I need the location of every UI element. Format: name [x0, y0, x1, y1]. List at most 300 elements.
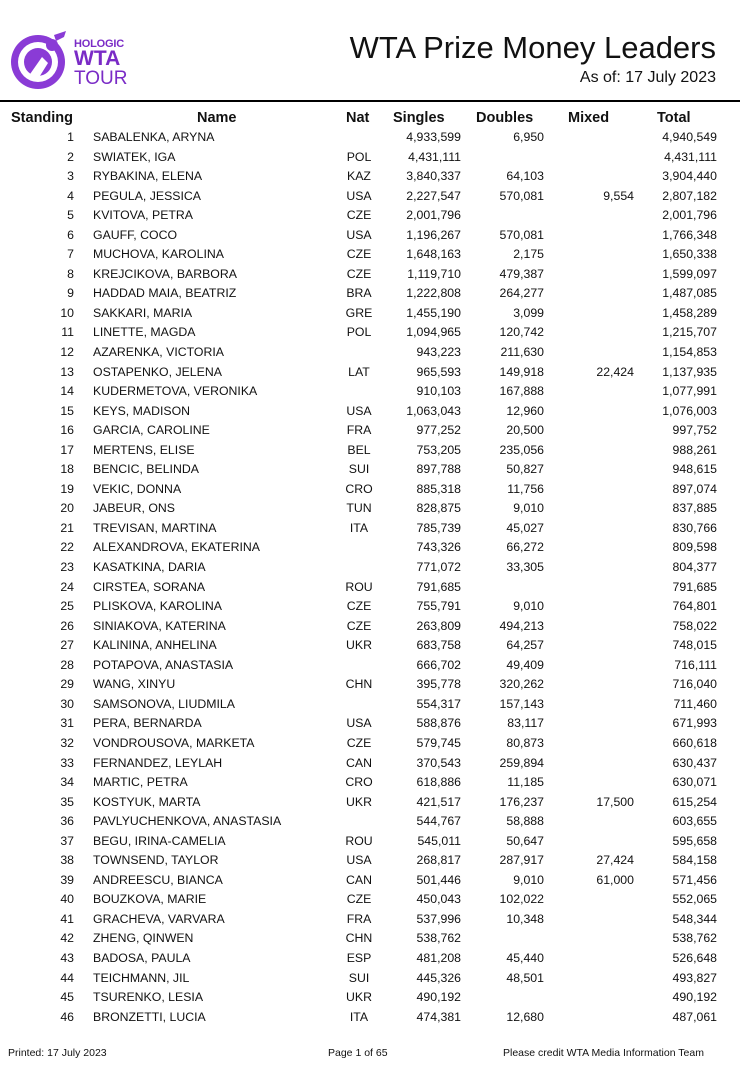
singles-cell: 268,817 — [416, 853, 461, 868]
nat-cell: CZE — [346, 247, 372, 262]
singles-cell: 545,011 — [417, 833, 461, 848]
name-cell: SABALENKA, ARYNA — [93, 130, 215, 144]
name-cell: ZHENG, QINWEN — [93, 931, 194, 946]
total-cell: 548,344 — [672, 911, 717, 926]
nat-cell: USA — [346, 188, 372, 203]
name-cell: TSURENKO, LESIA — [93, 990, 204, 1005]
singles-cell: 618,886 — [416, 775, 461, 790]
singles-cell: 450,043 — [416, 892, 461, 907]
name-cell: SWIATEK, IGA — [93, 149, 176, 164]
doubles-cell: 479,387 — [499, 266, 544, 281]
nat-cell: CAN — [346, 872, 372, 887]
table-row — [0, 754, 740, 774]
footer-printed: Printed: 17 July 2023 — [8, 1047, 107, 1059]
col-standing-header: Standing — [11, 110, 74, 126]
nat-cell: TUN — [346, 501, 372, 516]
total-cell: 595,658 — [672, 833, 717, 848]
name-cell: ANDREESCU, BIANCA — [93, 872, 223, 887]
name-cell: PEGULA, JESSICA — [93, 188, 201, 203]
footer-credit: Please credit WTA Media Information Team — [503, 1047, 704, 1059]
total-cell: 603,655 — [672, 814, 717, 829]
nat-cell: BEL — [347, 442, 371, 457]
standing-cell: 29 — [60, 677, 74, 692]
mixed-cell: 9,554 — [603, 188, 634, 203]
name-cell: BADOSA, PAULA — [93, 950, 191, 965]
name-cell: RYBAKINA, ELENA — [93, 169, 203, 184]
standing-cell: 36 — [60, 814, 74, 829]
singles-cell: 481,208 — [416, 950, 461, 965]
name-cell: CIRSTEA, SORANA — [93, 579, 206, 594]
nat-cell: CZE — [346, 618, 372, 633]
total-cell: 4,431,111 — [664, 149, 717, 164]
total-cell: 830,766 — [672, 520, 717, 535]
doubles-cell: 10,348 — [506, 911, 544, 926]
standing-cell: 26 — [60, 618, 74, 633]
doubles-cell: 49,409 — [506, 657, 544, 672]
doubles-cell: 58,888 — [506, 814, 544, 829]
mixed-cell: 61,000 — [596, 872, 634, 887]
table-row — [0, 890, 740, 910]
name-cell: FERNANDEZ, LEYLAH — [93, 755, 223, 770]
total-cell: 716,040 — [672, 677, 717, 692]
singles-cell: 2,001,796 — [406, 208, 461, 223]
doubles-cell: 9,010 — [513, 599, 544, 614]
doubles-cell: 11,756 — [507, 481, 544, 496]
nat-cell: CRO — [345, 775, 373, 790]
name-cell: TREVISAN, MARTINA — [93, 520, 217, 535]
total-cell: 571,456 — [672, 872, 717, 887]
nat-cell: GRE — [345, 305, 373, 320]
nat-cell: CZE — [346, 735, 372, 750]
total-cell: 660,618 — [672, 735, 717, 750]
singles-cell: 421,517 — [416, 794, 461, 809]
doubles-cell: 80,873 — [506, 735, 544, 750]
total-cell: 1,487,085 — [662, 286, 717, 301]
name-cell: HADDAD MAIA, BEATRIZ — [93, 286, 237, 301]
table-row — [0, 578, 740, 598]
total-cell: 493,827 — [672, 970, 717, 985]
doubles-cell: 50,827 — [506, 462, 544, 477]
table-row — [0, 714, 740, 734]
table-row — [0, 597, 740, 617]
doubles-cell: 11,185 — [507, 775, 544, 790]
standing-cell: 27 — [60, 638, 74, 653]
singles-cell: 263,809 — [416, 618, 461, 633]
table-row — [0, 382, 740, 402]
standing-cell: 13 — [60, 364, 74, 379]
singles-cell: 1,455,190 — [406, 305, 461, 320]
doubles-cell: 149,918 — [499, 364, 544, 379]
col-name-header: Name — [197, 110, 237, 126]
table-row — [0, 656, 740, 676]
doubles-cell: 66,272 — [506, 540, 544, 555]
singles-cell: 544,767 — [416, 814, 461, 829]
standing-cell: 16 — [60, 423, 74, 438]
standing-cell: 4 — [67, 188, 74, 203]
col-singles-header: Singles — [393, 110, 445, 126]
singles-cell: 755,791 — [416, 599, 461, 614]
standing-cell: 38 — [60, 853, 74, 868]
table-row — [0, 793, 740, 813]
nat-cell: KAZ — [347, 169, 371, 184]
singles-cell: 1,063,043 — [406, 403, 461, 418]
table-row — [0, 323, 740, 343]
nat-cell: ITA — [349, 1009, 369, 1024]
standing-cell: 41 — [60, 911, 74, 926]
table-row — [0, 812, 740, 832]
standing-cell: 40 — [60, 892, 74, 907]
standing-cell: 42 — [60, 931, 74, 946]
singles-cell: 588,876 — [416, 716, 461, 731]
table-row — [0, 519, 740, 539]
col-mixed-header: Mixed — [568, 110, 610, 126]
nat-cell: ROU — [345, 833, 373, 848]
total-cell: 552,065 — [672, 892, 717, 907]
doubles-cell: 167,888 — [499, 384, 544, 399]
table-row — [0, 636, 740, 656]
name-cell: JABEUR, ONS — [93, 501, 175, 516]
name-cell: KVITOVA, PETRA — [93, 208, 193, 223]
singles-cell: 395,778 — [416, 677, 461, 692]
standing-cell: 9 — [67, 286, 74, 301]
nat-cell: LAT — [348, 364, 370, 379]
total-cell: 1,076,003 — [662, 403, 717, 418]
nat-cell: USA — [346, 716, 372, 731]
nat-cell: SUI — [348, 462, 370, 477]
name-cell: KUDERMETOVA, VERONIKA — [93, 384, 258, 399]
table-row — [0, 187, 740, 207]
name-cell: MARTIC, PETRA — [93, 775, 188, 790]
name-cell: MUCHOVA, KAROLINA — [93, 247, 224, 262]
standing-cell: 46 — [60, 1009, 74, 1024]
name-cell: KREJCIKOVA, BARBORA — [93, 266, 237, 281]
nat-cell: CAN — [346, 755, 372, 770]
total-cell: 2,807,182 — [662, 188, 717, 203]
standing-cell: 11 — [61, 325, 74, 340]
table-row — [0, 969, 740, 989]
name-cell: WANG, XINYU — [93, 677, 176, 692]
table-row — [0, 363, 740, 383]
as-of-date — [580, 69, 716, 87]
name-cell: KOSTYUK, MARTA — [93, 794, 201, 809]
name-cell: PAVLYUCHENKOVA, ANASTASIA — [93, 814, 282, 829]
nat-cell: CHN — [345, 931, 373, 946]
total-cell: 1,137,935 — [662, 364, 717, 379]
doubles-cell: 12,960 — [506, 403, 544, 418]
doubles-cell: 83,117 — [507, 716, 544, 731]
as-of-label: As of: — [579, 69, 621, 86]
nat-cell: CHN — [345, 677, 373, 692]
total-cell: 791,685 — [672, 579, 717, 594]
singles-cell: 753,205 — [416, 442, 461, 457]
nat-cell: SUI — [348, 970, 370, 985]
standing-cell: 5 — [67, 208, 74, 223]
standing-cell: 12 — [60, 345, 74, 360]
doubles-cell: 64,103 — [506, 169, 544, 184]
name-cell: PERA, BERNARDA — [93, 716, 202, 731]
logo-sponsor-text: HOLOGIC — [74, 38, 124, 50]
total-cell: 584,158 — [672, 853, 717, 868]
table-row — [0, 871, 740, 891]
name-cell: AZARENKA, VICTORIA — [93, 345, 224, 360]
singles-cell: 943,223 — [416, 345, 461, 360]
total-cell: 764,801 — [672, 599, 717, 614]
table-row — [0, 1008, 740, 1028]
singles-cell: 743,326 — [416, 540, 461, 555]
nat-cell: FRA — [346, 911, 372, 926]
doubles-cell: 211,630 — [500, 345, 544, 360]
standing-cell: 35 — [60, 794, 74, 809]
name-cell: KEYS, MADISON — [93, 403, 191, 418]
nat-cell: USA — [346, 227, 372, 242]
name-cell: POTAPOVA, ANASTASIA — [93, 657, 234, 672]
nat-cell: FRA — [346, 423, 372, 438]
doubles-cell: 9,010 — [513, 872, 544, 887]
total-cell: 748,015 — [672, 638, 717, 653]
singles-cell: 2,227,547 — [406, 188, 461, 203]
doubles-cell: 45,440 — [506, 950, 544, 965]
singles-cell: 910,103 — [416, 384, 461, 399]
nat-cell: CZE — [346, 266, 372, 281]
name-cell: GAUFF, COCO — [93, 227, 178, 242]
singles-cell: 4,431,111 — [408, 149, 461, 164]
doubles-cell: 264,277 — [499, 286, 544, 301]
table-row — [0, 558, 740, 578]
name-cell: SINIAKOVA, KATERINA — [93, 618, 226, 633]
total-cell: 897,074 — [672, 481, 717, 496]
table-row — [0, 480, 740, 500]
doubles-cell: 48,501 — [506, 970, 544, 985]
total-cell: 804,377 — [672, 560, 717, 575]
col-nat-header: Nat — [346, 110, 370, 126]
singles-cell: 554,317 — [416, 696, 461, 711]
total-cell: 490,192 — [672, 990, 717, 1005]
singles-cell: 445,326 — [416, 970, 461, 985]
name-cell: PLISKOVA, KAROLINA — [93, 599, 222, 614]
table-row — [0, 304, 740, 324]
mixed-cell: 17,500 — [596, 794, 634, 809]
singles-cell: 897,788 — [416, 462, 461, 477]
table-row — [0, 265, 740, 285]
table-row — [0, 499, 740, 519]
nat-cell: BRA — [346, 286, 372, 301]
singles-cell: 885,318 — [416, 481, 461, 496]
total-cell: 615,254 — [672, 794, 717, 809]
name-cell: KASATKINA, DARIA — [93, 560, 206, 575]
wta-logo — [8, 29, 138, 93]
nat-cell: CZE — [346, 892, 372, 907]
doubles-cell: 235,056 — [499, 442, 544, 457]
standing-cell: 14 — [60, 384, 74, 399]
doubles-cell: 102,022 — [499, 892, 544, 907]
table-row — [0, 148, 740, 168]
doubles-cell: 176,237 — [499, 794, 544, 809]
nat-cell: UKR — [346, 794, 372, 809]
name-cell: ALEXANDROVA, EKATERINA — [93, 540, 260, 555]
doubles-cell: 320,262 — [499, 677, 544, 692]
standing-cell: 15 — [60, 403, 74, 418]
nat-cell: UKR — [346, 990, 372, 1005]
total-cell: 526,648 — [672, 950, 717, 965]
singles-cell: 3,840,337 — [406, 169, 461, 184]
standing-cell: 28 — [60, 657, 74, 672]
table-row — [0, 421, 740, 441]
standing-cell: 7 — [67, 247, 74, 262]
col-total-header: Total — [657, 110, 691, 126]
table-row — [0, 343, 740, 363]
doubles-cell: 12,680 — [506, 1009, 544, 1024]
table-row — [0, 245, 740, 265]
total-cell: 837,885 — [672, 501, 717, 516]
name-cell: GRACHEVA, VARVARA — [93, 911, 225, 926]
total-cell: 1,458,289 — [662, 305, 717, 320]
standing-cell: 25 — [60, 599, 74, 614]
singles-cell: 1,648,163 — [406, 247, 461, 262]
name-cell: VEKIC, DONNA — [93, 481, 182, 496]
standing-cell: 23 — [60, 560, 74, 575]
as-of-value: 17 July 2023 — [625, 69, 716, 86]
doubles-cell: 570,081 — [499, 188, 544, 203]
mixed-cell: 22,424 — [596, 364, 634, 379]
standing-cell: 32 — [60, 735, 74, 750]
singles-cell: 4,933,599 — [406, 130, 461, 144]
nat-cell: CRO — [345, 481, 373, 496]
standing-cell: 18 — [60, 462, 74, 477]
table-row — [0, 284, 740, 304]
header-divider — [0, 100, 740, 102]
total-cell: 671,993 — [672, 716, 717, 731]
total-cell: 1,077,991 — [662, 384, 717, 399]
doubles-cell: 2,175 — [513, 247, 544, 262]
name-cell: GARCIA, CAROLINE — [93, 423, 210, 438]
mixed-cell: 27,424 — [596, 853, 634, 868]
doubles-cell: 45,027 — [506, 520, 544, 535]
standing-cell: 2 — [67, 149, 74, 164]
singles-cell: 1,222,808 — [406, 286, 461, 301]
table-row — [0, 832, 740, 852]
doubles-cell: 287,917 — [499, 853, 544, 868]
table-row — [0, 538, 740, 558]
nat-cell: CZE — [346, 208, 372, 223]
singles-cell: 1,119,710 — [407, 266, 461, 281]
singles-cell: 791,685 — [416, 579, 461, 594]
name-cell: LINETTE, MAGDA — [93, 325, 196, 340]
table-row — [0, 851, 740, 871]
nat-cell: ESP — [346, 950, 372, 965]
standing-cell: 31 — [60, 716, 74, 731]
singles-cell: 1,196,267 — [406, 227, 461, 242]
standing-cell: 6 — [67, 227, 74, 242]
standing-cell: 44 — [60, 970, 74, 985]
name-cell: VONDROUSOVA, MARKETA — [93, 735, 255, 750]
singles-cell: 537,996 — [416, 911, 461, 926]
standing-cell: 20 — [60, 501, 74, 516]
singles-cell: 977,252 — [416, 423, 461, 438]
total-cell: 1,215,707 — [662, 325, 717, 340]
name-cell: SAKKARI, MARIA — [93, 305, 193, 320]
footer-page-number: Page 1 of 65 — [328, 1047, 388, 1059]
nat-cell: ROU — [345, 579, 373, 594]
standing-cell: 10 — [60, 305, 74, 320]
nat-cell: POL — [346, 325, 372, 340]
singles-cell: 474,381 — [416, 1009, 461, 1024]
total-cell: 1,650,338 — [662, 247, 717, 262]
doubles-cell: 3,099 — [513, 305, 544, 320]
table-row — [0, 402, 740, 422]
total-cell: 4,940,549 — [662, 130, 717, 144]
standing-cell: 21 — [60, 520, 74, 535]
doubles-cell: 120,742 — [499, 325, 544, 340]
doubles-cell: 259,894 — [499, 755, 544, 770]
table-row — [0, 929, 740, 949]
tennis-player-logo-icon — [8, 29, 72, 93]
nat-cell: USA — [346, 853, 372, 868]
nat-cell: ITA — [349, 520, 369, 535]
table-row — [0, 988, 740, 1008]
table-header — [0, 110, 740, 130]
total-cell: 1,154,853 — [662, 345, 717, 360]
table-row — [0, 460, 740, 480]
table-row — [0, 910, 740, 930]
standing-cell: 22 — [60, 540, 74, 555]
nat-cell: UKR — [346, 638, 372, 653]
singles-cell: 771,072 — [416, 560, 461, 575]
standing-cell: 8 — [67, 266, 74, 281]
table-row — [0, 949, 740, 969]
total-cell: 630,071 — [672, 775, 717, 790]
doubles-cell: 33,305 — [506, 560, 544, 575]
col-doubles-header: Doubles — [476, 110, 534, 126]
standing-cell: 3 — [67, 169, 74, 184]
nat-cell: CZE — [346, 599, 372, 614]
table-row — [0, 128, 740, 148]
name-cell: BOUZKOVA, MARIE — [93, 892, 207, 907]
total-cell: 711,460 — [673, 696, 717, 711]
total-cell: 997,752 — [672, 423, 717, 438]
standing-cell: 17 — [60, 442, 74, 457]
doubles-cell: 157,143 — [499, 696, 544, 711]
doubles-cell: 570,081 — [499, 227, 544, 242]
name-cell: SAMSONOVA, LIUDMILA — [93, 696, 235, 711]
singles-cell: 828,875 — [416, 501, 461, 516]
name-cell: TOWNSEND, TAYLOR — [93, 853, 219, 868]
doubles-cell: 64,257 — [506, 638, 544, 653]
singles-cell: 785,739 — [416, 520, 461, 535]
table-row — [0, 167, 740, 187]
standing-cell: 1 — [67, 130, 74, 144]
total-cell: 3,904,440 — [662, 169, 717, 184]
standing-cell: 34 — [60, 775, 74, 790]
standing-cell: 43 — [60, 950, 74, 965]
standing-cell: 45 — [60, 990, 74, 1005]
table-row — [0, 675, 740, 695]
singles-cell: 370,543 — [416, 755, 461, 770]
name-cell: TEICHMANN, JIL — [93, 970, 190, 985]
standing-cell: 39 — [60, 872, 74, 887]
doubles-cell: 20,500 — [506, 423, 544, 438]
leaders-table — [0, 128, 740, 1027]
total-cell: 948,615 — [672, 462, 717, 477]
standing-cell: 33 — [60, 755, 74, 770]
total-cell: 1,766,348 — [662, 227, 717, 242]
total-cell: 538,762 — [672, 931, 717, 946]
table-row — [0, 734, 740, 754]
singles-cell: 683,758 — [416, 638, 461, 653]
total-cell: 758,022 — [672, 618, 717, 633]
singles-cell: 666,702 — [416, 657, 461, 672]
total-cell: 630,437 — [672, 755, 717, 770]
name-cell: OSTAPENKO, JELENA — [93, 364, 222, 379]
